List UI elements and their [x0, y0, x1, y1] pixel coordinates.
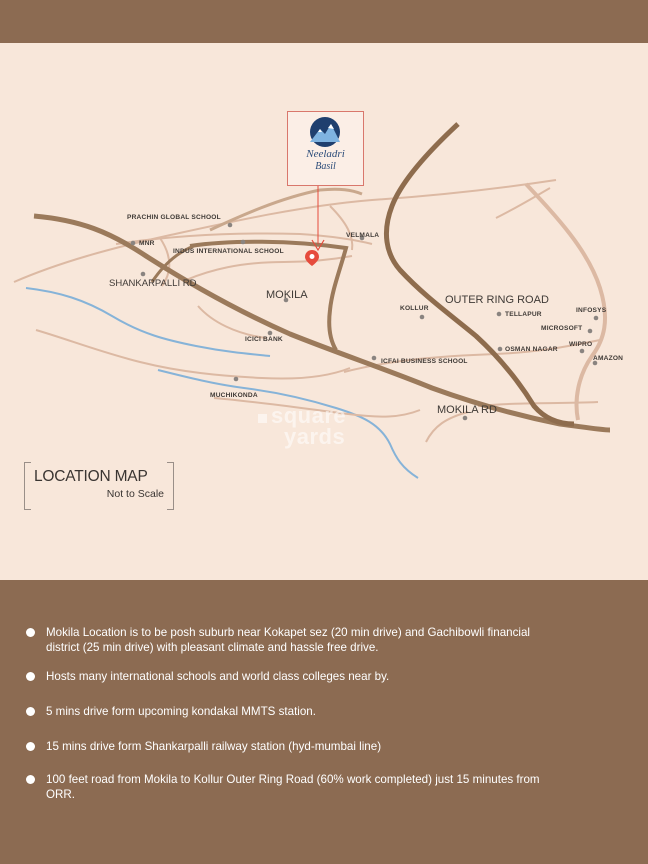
- label-tellapur: TELLAPUR: [505, 311, 542, 318]
- logo-name: Neeladri: [306, 148, 345, 160]
- label-mokila: MOKILA: [266, 289, 308, 301]
- list-item: [26, 739, 546, 754]
- dot-mnr: [131, 241, 136, 246]
- legend-bracket-right: [167, 462, 174, 510]
- watermark: [258, 405, 346, 447]
- list-item-text: 100 feet road from Mokila to Kollur Outer Ring Road (60% work completed) just 15 minutes from ORR.: [46, 773, 540, 801]
- label-outer-ring-road: OUTER RING ROAD: [445, 294, 549, 306]
- map-legend: [24, 462, 174, 508]
- label-wipro: WIPRO: [569, 341, 593, 348]
- label-microsoft: MICROSOFT: [541, 325, 583, 332]
- label-prachin: PRACHIN GLOBAL SCHOOL: [127, 214, 221, 221]
- label-icfai: ICFAI BUSINESS SCHOOL: [381, 358, 468, 365]
- dot-shankarpalli: [141, 272, 146, 277]
- dot-indus: [241, 240, 246, 245]
- upper-connector-road: [210, 189, 362, 230]
- label-mokila-rd: MOKILA RD: [437, 404, 497, 416]
- bullet-icon: [26, 775, 35, 784]
- label-infosys: INFOSYS: [576, 307, 607, 314]
- logo-subname: Basil: [315, 161, 336, 172]
- dot-tellapur: [497, 312, 502, 317]
- minor-road-6: [198, 306, 266, 338]
- legend-title: LOCATION MAP: [34, 468, 148, 485]
- dot-prachin: [228, 223, 233, 228]
- legend-bracket-left: [24, 462, 31, 510]
- minor-road-9: [426, 412, 468, 442]
- location-pin-icon: [305, 250, 319, 266]
- minor-road-11: [330, 206, 352, 250]
- label-osman-nagar: OSMAN NAGAR: [505, 346, 558, 353]
- dot-mokila-rd: [463, 416, 468, 421]
- watermark-square-icon: [258, 414, 267, 423]
- project-logo: [287, 111, 364, 186]
- dot-kollur: [420, 315, 425, 320]
- label-muchikonda: MUCHIKONDA: [210, 392, 258, 399]
- label-shankarpalli-rd: SHANKARPALLI RD: [109, 278, 197, 289]
- list-item-text: Hosts many international schools and world class colleges near by.: [46, 670, 390, 683]
- list-item: [26, 772, 546, 802]
- dot-icfai: [372, 356, 377, 361]
- list-item: [26, 625, 546, 655]
- dot-icici: [268, 331, 273, 336]
- bullet-icon: [26, 628, 35, 637]
- dot-muchikonda: [234, 377, 239, 382]
- list-item-text: 5 mins drive form upcoming kondakal MMTS station.: [46, 705, 316, 718]
- label-indus: INDUS INTERNATIONAL SCHOOL: [173, 248, 284, 255]
- label-amazon: AMAZON: [593, 355, 624, 362]
- dot-infosys: [594, 316, 599, 321]
- legend-subtitle: Not to Scale: [106, 488, 164, 500]
- watermark-line2: yards: [284, 424, 346, 449]
- minor-road-4: [186, 256, 352, 280]
- list-item: [26, 669, 546, 684]
- label-icici-bank: ICICI BANK: [245, 336, 283, 343]
- shankarpalli-road: [34, 216, 610, 430]
- list-item-text: Mokila Location is to be posh suburb near Kokapet sez (20 min drive) and Gachibowli financial district (25 min drive) with pleasant climate and hassle free drive.: [46, 626, 530, 654]
- water-stream-north: [26, 288, 270, 356]
- label-mnr: MNR: [139, 240, 155, 247]
- mountain-emblem-icon: [288, 112, 363, 150]
- label-velmala: VELMALA: [346, 232, 380, 239]
- label-kollur: KOLLUR: [400, 305, 429, 312]
- list-item-text: 15 mins drive form Shankarpalli railway station (hyd-mumbai line): [46, 740, 382, 753]
- bullet-icon: [26, 707, 35, 716]
- dot-osman: [498, 347, 503, 352]
- feature-list: [26, 625, 546, 802]
- dot-wipro: [580, 349, 585, 354]
- dot-microsoft: [588, 329, 593, 334]
- list-item: [26, 704, 546, 719]
- watermark-line1: square: [271, 403, 347, 428]
- bullet-icon: [26, 742, 35, 751]
- bullet-icon: [26, 672, 35, 681]
